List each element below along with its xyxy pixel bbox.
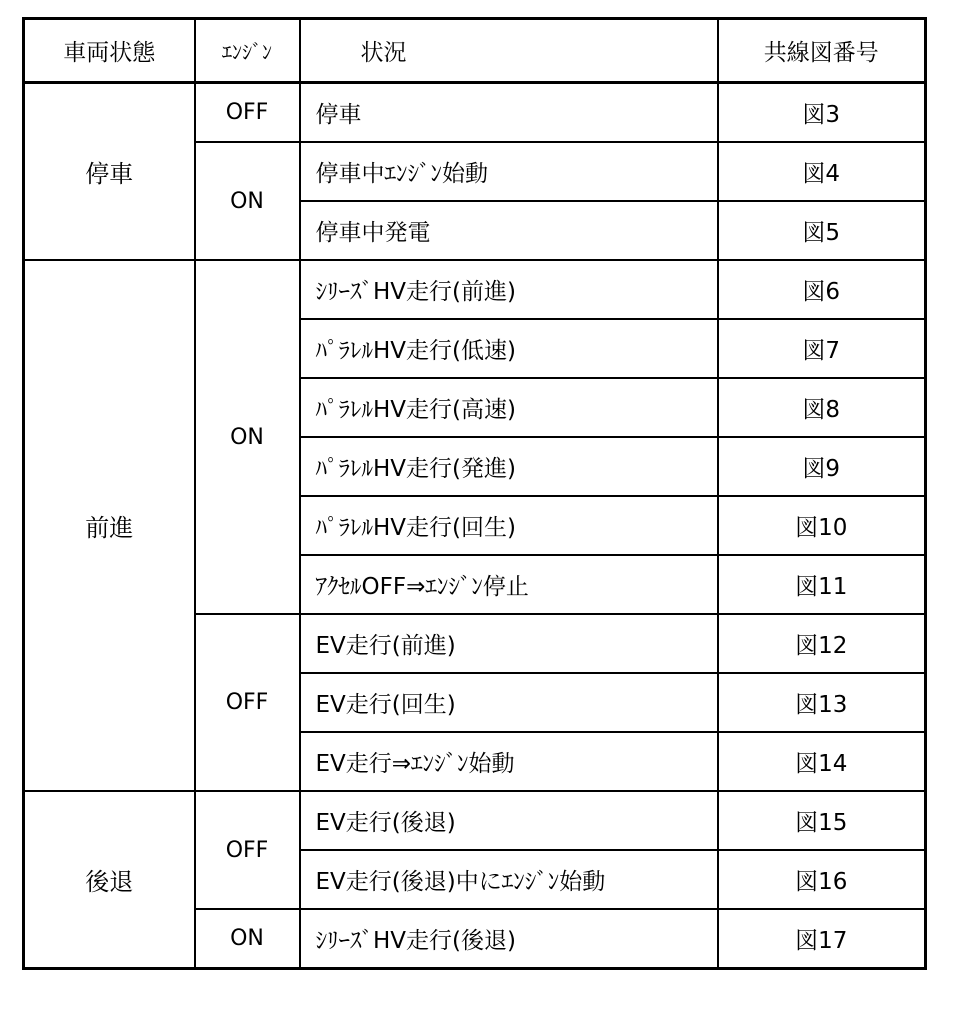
vehicle-state-reverse: 後退: [24, 791, 195, 969]
figure-cell: 図10: [718, 496, 926, 555]
figure-cell: 図8: [718, 378, 926, 437]
figure-cell: 図14: [718, 732, 926, 791]
engine-cell: ON: [195, 909, 300, 969]
vehicle-state-forward: 前進: [24, 260, 195, 791]
header-figure-number: 共線図番号: [718, 19, 926, 83]
status-cell: ﾊﾟﾗﾚﾙHV走行(低速): [300, 319, 718, 378]
engine-cell: OFF: [195, 83, 300, 143]
table-row: [24, 83, 926, 143]
status-cell: ｼﾘｰｽﾞHV走行(前進): [300, 260, 718, 319]
status-cell: ｼﾘｰｽﾞHV走行(後退): [300, 909, 718, 969]
status-cell: EV走行⇒ｴﾝｼﾞﾝ始動: [300, 732, 718, 791]
header-status: 状況: [300, 19, 718, 83]
figure-cell: 図3: [718, 83, 926, 143]
status-cell: EV走行(後退): [300, 791, 718, 850]
figure-cell: 図17: [718, 909, 926, 969]
figure-cell: 図16: [718, 850, 926, 909]
figure-cell: 図5: [718, 201, 926, 260]
status-cell: ﾊﾟﾗﾚﾙHV走行(高速): [300, 378, 718, 437]
figure-cell: 図15: [718, 791, 926, 850]
header-engine: ｴﾝｼﾞﾝ: [195, 19, 300, 83]
status-cell: EV走行(前進): [300, 614, 718, 673]
table-header-row: [24, 19, 926, 83]
status-cell: ﾊﾟﾗﾚﾙHV走行(発進): [300, 437, 718, 496]
status-cell: 停車: [300, 83, 718, 143]
table-row: [24, 791, 926, 850]
vehicle-state-table: [22, 17, 927, 970]
status-cell: ｱｸｾﾙOFF⇒ｴﾝｼﾞﾝ停止: [300, 555, 718, 614]
header-vehicle-state: 車両状態: [24, 19, 195, 83]
status-cell: EV走行(回生): [300, 673, 718, 732]
status-cell: ﾊﾟﾗﾚﾙHV走行(回生): [300, 496, 718, 555]
figure-cell: 図9: [718, 437, 926, 496]
status-cell: EV走行(後退)中にｴﾝｼﾞﾝ始動: [300, 850, 718, 909]
figure-cell: 図12: [718, 614, 926, 673]
status-cell: 停車中発電: [300, 201, 718, 260]
figure-cell: 図4: [718, 142, 926, 201]
status-cell: 停車中ｴﾝｼﾞﾝ始動: [300, 142, 718, 201]
table-row: [24, 260, 926, 319]
engine-cell: OFF: [195, 791, 300, 909]
figure-cell: 図7: [718, 319, 926, 378]
vehicle-state-stop: 停車: [24, 83, 195, 261]
engine-cell: OFF: [195, 614, 300, 791]
figure-cell: 図6: [718, 260, 926, 319]
engine-cell: ON: [195, 260, 300, 614]
engine-cell: ON: [195, 142, 300, 260]
figure-cell: 図11: [718, 555, 926, 614]
figure-cell: 図13: [718, 673, 926, 732]
